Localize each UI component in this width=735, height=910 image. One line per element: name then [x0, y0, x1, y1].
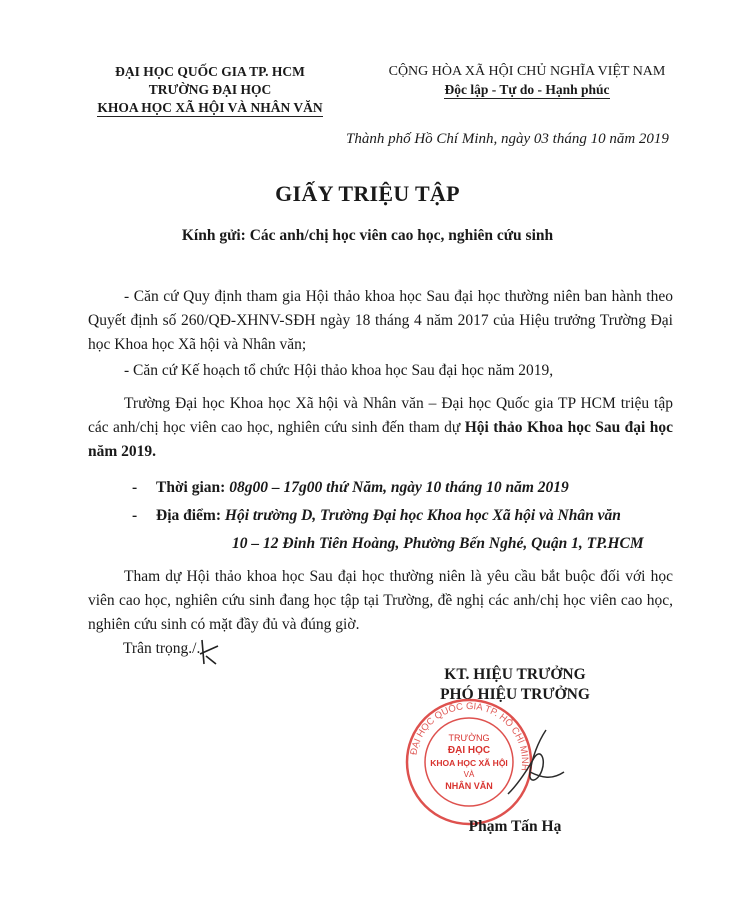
paragraph-summons	[88, 392, 673, 464]
place-item	[132, 507, 621, 525]
stamp-line-3: KHOA HỌC XÃ HỘI	[430, 758, 508, 768]
paragraph-basis-2: - Căn cứ Kế hoạch tổ chức Hội thảo khoa học Sau đại học năm 2019,	[124, 362, 554, 379]
stamp-line-4: VÀ	[463, 770, 475, 779]
national-motto: Độc lập - Tự do - Hạnh phúc	[444, 82, 610, 97]
school-line: TRƯỜNG ĐẠI HỌC	[148, 82, 272, 97]
date-line: Thành phố Hồ Chí Minh, ngày 03 tháng 10 năm 2019	[346, 131, 669, 147]
initial-mark-icon	[196, 636, 224, 668]
university-name: ĐẠI HỌC QUỐC GIA TP. HCM	[115, 64, 305, 79]
summons-text: Trường Đại học Khoa học Xã hội và Nhân văn – Đại học Quốc gia TP HCM triệu tập các anh/chị học viên cao học, nghiên cứu sinh đến tham dự	[88, 395, 673, 436]
summons-event: Hội thảo Khoa học Sau đại học năm 2019.	[88, 419, 673, 460]
place-value: Hội trường D, Trường Đại học Khoa học Xã hội và Nhân văn	[224, 507, 621, 524]
school-name-wrap	[80, 99, 340, 117]
handwritten-signature-icon	[486, 722, 576, 812]
signer-name: Phạm Tấn Hạ	[468, 818, 562, 835]
time-label: Thời gian:	[156, 479, 226, 496]
time-value: 08g00 – 17g00 thứ Năm, ngày 10 tháng 10 năm 2019	[229, 479, 569, 496]
paragraph-basis-1: - Căn cứ Quy định tham gia Hội thảo khoa học Sau đại học thường niên ban hành theo Quyết định số 260/QĐ-XHNV-SĐH ngày 18 tháng 4 năm 2017 của Hiệu trưởng Trường Đại học Khoa học Xã hội và Nhân văn;	[88, 288, 673, 353]
country-name: CỘNG HÒA XÃ HỘI CHỦ NGHĨA VIỆT NAM	[388, 64, 666, 79]
place-address: 10 – 12 Đinh Tiên Hoàng, Phường Bến Nghé, Quận 1, TP.HCM	[232, 535, 644, 552]
place-bullet: -	[132, 507, 138, 524]
signature-title-1: KT. HIỆU TRƯỞNG	[444, 666, 586, 683]
stamp-line-2: ĐẠI HỌC	[447, 745, 491, 756]
time-bullet: -	[132, 479, 138, 496]
header-right	[372, 63, 682, 99]
closing-text: Trân trọng./.	[123, 640, 201, 657]
stamp-line-5: NHÂN VĂN	[445, 781, 493, 791]
signature-title-2: PHÓ HIỆU TRƯỞNG	[440, 686, 590, 703]
time-item	[132, 479, 569, 497]
stamp-ring-text: ĐẠI HỌC QUỐC GIA TP. HỒ CHÍ MINH	[408, 700, 531, 772]
stamp-line-1: TRƯỜNG	[448, 733, 490, 743]
school-name: KHOA HỌC XÃ HỘI VÀ NHÂN VĂN	[97, 100, 323, 115]
closing-line	[123, 640, 200, 658]
motto-wrap	[372, 81, 682, 99]
recipient-line: Kính gửi: Các anh/chị học viên cao học, nghiên cứu sinh	[181, 227, 554, 244]
place-label: Địa điểm:	[156, 507, 222, 524]
document-title: GIẤY TRIỆU TẬP	[275, 181, 460, 206]
paragraph-requirement: Tham dự Hội thảo khoa học Sau đại học thường niên là yêu cầu bắt buộc đối với học viên cao học, nghiên cứu sinh đang học tập tại Trường, đề nghị các anh/chị học viên cao học, nghiên cứu sinh có mặt đầy đủ và đúng giờ.	[88, 568, 673, 633]
header-left	[80, 63, 340, 117]
